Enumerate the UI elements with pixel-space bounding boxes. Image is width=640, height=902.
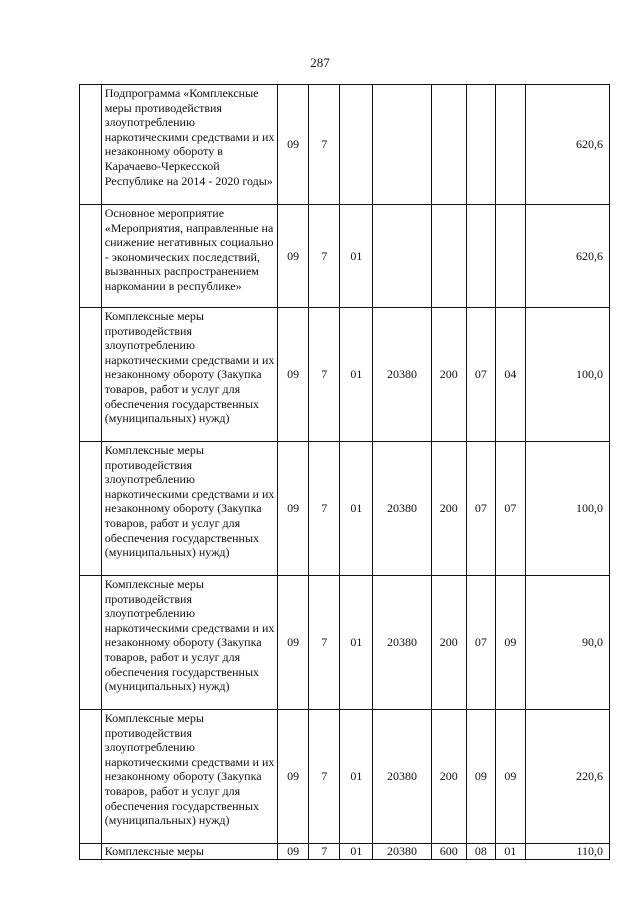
subsection-code: 09 bbox=[495, 710, 525, 844]
direction-code: 20380 bbox=[373, 442, 431, 576]
row-name: Комплексные меры противодействия злоупотреблению наркотическими средствами и их незаконному обороту (Закупка товаров, работ и услуг для обеспечения государственных (муниципальных) нужд) bbox=[101, 442, 277, 576]
empty-cell bbox=[80, 710, 102, 844]
ministry-code: 09 bbox=[278, 205, 309, 308]
section-code: 09 bbox=[466, 710, 495, 844]
subsection-code bbox=[495, 85, 525, 205]
subsection-code: 09 bbox=[495, 576, 525, 710]
empty-cell bbox=[80, 205, 102, 308]
expense-type-code: 200 bbox=[431, 576, 466, 710]
subsection-code bbox=[495, 205, 525, 308]
event-code: 01 bbox=[340, 308, 373, 442]
program-code: 7 bbox=[309, 844, 340, 860]
ministry-code: 09 bbox=[278, 710, 309, 844]
event-code bbox=[340, 85, 373, 205]
subsection-code: 04 bbox=[495, 308, 525, 442]
amount: 620,6 bbox=[525, 205, 609, 308]
amount: 220,6 bbox=[525, 710, 609, 844]
subsection-code: 01 bbox=[495, 844, 525, 860]
expense-type-code: 200 bbox=[431, 710, 466, 844]
table-row bbox=[80, 710, 610, 844]
expense-type-code: 600 bbox=[431, 844, 466, 860]
table-row bbox=[80, 844, 610, 860]
expense-type-code: 200 bbox=[431, 442, 466, 576]
program-code: 7 bbox=[309, 205, 340, 308]
program-code: 7 bbox=[309, 710, 340, 844]
program-code: 7 bbox=[309, 442, 340, 576]
empty-cell bbox=[80, 85, 102, 205]
amount: 100,0 bbox=[525, 442, 609, 576]
direction-code: 20380 bbox=[373, 308, 431, 442]
event-code: 01 bbox=[340, 710, 373, 844]
empty-cell bbox=[80, 308, 102, 442]
section-code bbox=[466, 205, 495, 308]
page-number: 287 bbox=[310, 55, 330, 70]
budget-table bbox=[79, 84, 610, 860]
section-code bbox=[466, 85, 495, 205]
ministry-code: 09 bbox=[278, 85, 309, 205]
row-name: Подпрограмма «Комплексные меры противодействия злоупотреблению наркотическими средствами и их незаконному обороту в Карачаево-Черкесской Республике на 2014 - 2020 годы» bbox=[101, 85, 277, 205]
section-code: 07 bbox=[466, 308, 495, 442]
row-name: Комплексные меры противодействия злоупотреблению наркотическими средствами и их незаконному обороту (Закупка товаров, работ и услуг для обеспечения государственных (муниципальных) нужд) bbox=[101, 308, 277, 442]
ministry-code: 09 bbox=[278, 576, 309, 710]
empty-cell bbox=[80, 844, 102, 860]
expense-type-code bbox=[431, 85, 466, 205]
amount: 100,0 bbox=[525, 308, 609, 442]
table-row bbox=[80, 85, 610, 205]
table-row bbox=[80, 308, 610, 442]
empty-cell bbox=[80, 576, 102, 710]
subsection-code: 07 bbox=[495, 442, 525, 576]
empty-cell bbox=[80, 442, 102, 576]
amount: 620,6 bbox=[525, 85, 609, 205]
direction-code: 20380 bbox=[373, 844, 431, 860]
direction-code: 20380 bbox=[373, 710, 431, 844]
row-name: Комплексные меры противодействия злоупотреблению наркотическими средствами и их незаконному обороту (Закупка товаров, работ и услуг для обеспечения государственных (муниципальных) нужд) bbox=[101, 576, 277, 710]
ministry-code: 09 bbox=[278, 308, 309, 442]
program-code: 7 bbox=[309, 85, 340, 205]
section-code: 07 bbox=[466, 442, 495, 576]
event-code: 01 bbox=[340, 844, 373, 860]
expense-type-code bbox=[431, 205, 466, 308]
program-code: 7 bbox=[309, 308, 340, 442]
ministry-code: 09 bbox=[278, 442, 309, 576]
event-code: 01 bbox=[340, 442, 373, 576]
event-code: 01 bbox=[340, 205, 373, 308]
direction-code bbox=[373, 85, 431, 205]
table-row bbox=[80, 576, 610, 710]
table-row bbox=[80, 205, 610, 308]
direction-code: 20380 bbox=[373, 576, 431, 710]
section-code: 07 bbox=[466, 576, 495, 710]
row-name: Комплексные меры bbox=[101, 844, 277, 860]
row-name: Основное мероприятие «Мероприятия, направленные на снижение негативных социально - экономических последствий, вызванных распространением наркомании в республике» bbox=[101, 205, 277, 308]
direction-code bbox=[373, 205, 431, 308]
table-row bbox=[80, 442, 610, 576]
ministry-code: 09 bbox=[278, 844, 309, 860]
row-name: Комплексные меры противодействия злоупотреблению наркотическими средствами и их незаконному обороту (Закупка товаров, работ и услуг для обеспечения государственных (муниципальных) нужд) bbox=[101, 710, 277, 844]
program-code: 7 bbox=[309, 576, 340, 710]
amount: 90,0 bbox=[525, 576, 609, 710]
amount: 110,0 bbox=[525, 844, 609, 860]
section-code: 08 bbox=[466, 844, 495, 860]
expense-type-code: 200 bbox=[431, 308, 466, 442]
event-code: 01 bbox=[340, 576, 373, 710]
